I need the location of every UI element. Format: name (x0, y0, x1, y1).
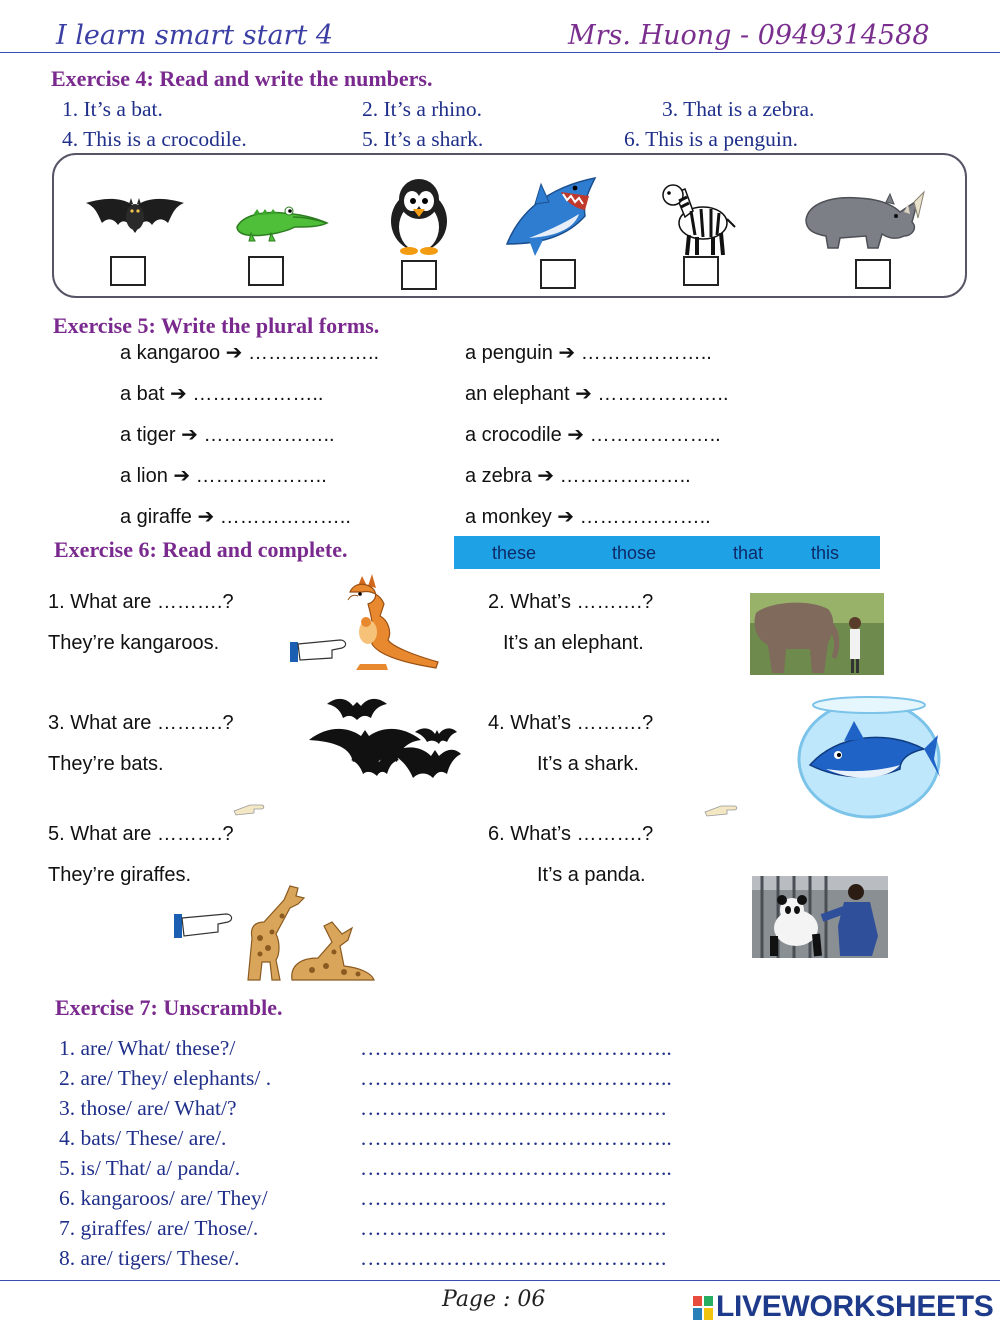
answer-box-2[interactable] (248, 256, 284, 286)
exercise4-item: 2. It’s a rhino. (362, 97, 483, 121)
unscramble-item: 8. are/ tigers/ These/. (59, 1246, 240, 1270)
zebra-image (655, 183, 739, 259)
liveworksheets-brand[interactable]: LIVEWORKSHEETS (716, 1290, 994, 1323)
plural-item: a giraffe ➔ ……………….. (120, 506, 351, 528)
bats-image (307, 696, 461, 788)
panda-photo (752, 876, 888, 958)
answer-1: They’re kangaroos. (48, 632, 220, 654)
unscramble-item: 3. those/ are/ What/? (59, 1096, 237, 1120)
penguin-image (379, 175, 459, 255)
exercise4-item: 4. This is a crocodile. (62, 127, 247, 151)
unscramble-item: 2. are/ They/ elephants/ . (59, 1066, 272, 1090)
kangaroo-image (288, 570, 448, 672)
pointing-hand-icon (703, 802, 739, 818)
elephant-photo (750, 593, 884, 675)
question-1: 1. What are ……….? (48, 591, 234, 613)
answer-box-5[interactable] (683, 256, 719, 286)
plural-item: a kangaroo ➔ ……………….. (120, 342, 380, 364)
header-title-left: I learn smart start 4 (56, 20, 334, 51)
answer-2: It’s an elephant. (503, 632, 644, 654)
plural-item: a zebra ➔ ……………….. (465, 465, 691, 487)
unscramble-answer-line[interactable]: ……………………………………. (360, 1246, 667, 1270)
exercise4-item: 1. It’s a bat. (62, 97, 163, 121)
plural-item: a lion ➔ ……………….. (120, 465, 327, 487)
exercise4-item: 5. It’s a shark. (362, 127, 484, 151)
footer-divider (0, 1280, 1000, 1281)
header-title-right: Mrs. Huong - 0949314588 (568, 20, 930, 51)
liveworksheets-logo-icon (693, 1296, 713, 1320)
exercise4-title: Exercise 4: Read and write the numbers. (51, 66, 433, 91)
answer-3: They’re bats. (48, 753, 164, 775)
unscramble-answer-line[interactable]: …………………………………….. (360, 1066, 672, 1090)
plural-item: an elephant ➔ ……………….. (465, 383, 729, 405)
question-5: 5. What are ……….? (48, 823, 234, 845)
question-3: 3. What are ……….? (48, 712, 234, 734)
answer-box-3[interactable] (401, 260, 437, 290)
question-4: 4. What’s ……….? (488, 712, 654, 734)
exercise7-title: Exercise 7: Unscramble. (55, 995, 283, 1020)
unscramble-answer-line[interactable]: …………………………………….. (360, 1126, 672, 1150)
shark-image (499, 174, 603, 258)
giraffes-image (172, 882, 378, 982)
unscramble-item: 4. bats/ These/ are/. (59, 1126, 227, 1150)
plural-item: a tiger ➔ ……………….. (120, 424, 335, 446)
shark-bowl-image (796, 695, 942, 819)
plural-item: a monkey ➔ ……………….. (465, 506, 711, 528)
exercise4-item: 3. That is a zebra. (662, 97, 815, 121)
unscramble-item: 7. giraffes/ are/ Those/. (59, 1216, 259, 1240)
crocodile-image (233, 197, 331, 245)
page-number: Page : 06 (442, 1287, 546, 1312)
rhino-image (800, 190, 926, 252)
exercise6-title: Exercise 6: Read and complete. (54, 537, 348, 562)
word-bank-word: that (733, 543, 764, 563)
unscramble-item: 1. are/ What/ these?/ (59, 1036, 236, 1060)
pointing-hand-icon (232, 801, 266, 817)
unscramble-answer-line[interactable]: ……………………………………. (360, 1216, 667, 1240)
unscramble-answer-line[interactable]: ……………………………………. (360, 1096, 667, 1120)
plural-item: a crocodile ➔ ……………….. (465, 424, 721, 446)
question-2: 2. What’s ……….? (488, 591, 654, 613)
header-divider (0, 52, 1000, 53)
unscramble-item: 5. is/ That/ a/ panda/. (59, 1156, 241, 1180)
question-6: 6. What’s ……….? (488, 823, 654, 845)
unscramble-answer-line[interactable]: ……………………………………. (360, 1186, 667, 1210)
answer-box-6[interactable] (855, 259, 891, 289)
unscramble-answer-line[interactable]: …………………………………….. (360, 1156, 672, 1180)
word-bank-word: these (492, 543, 537, 563)
answer-box-4[interactable] (540, 259, 576, 289)
unscramble-item: 6. kangaroos/ are/ They/ (59, 1186, 268, 1210)
answer-5: They’re giraffes. (48, 864, 192, 886)
bat-image (84, 193, 186, 243)
exercise5-title: Exercise 5: Write the plural forms. (53, 313, 380, 338)
word-bank-word: this (811, 543, 840, 563)
unscramble-answer-line[interactable]: …………………………………….. (360, 1036, 672, 1060)
answer-6: It’s a panda. (537, 864, 646, 886)
plural-item: a bat ➔ ……………….. (120, 383, 324, 405)
answer-4: It’s a shark. (537, 753, 639, 775)
plural-item: a penguin ➔ ……………….. (465, 342, 712, 364)
exercise4-item: 6. This is a penguin. (624, 127, 798, 151)
answer-box-1[interactable] (110, 256, 146, 286)
word-bank-word: those (612, 543, 657, 563)
